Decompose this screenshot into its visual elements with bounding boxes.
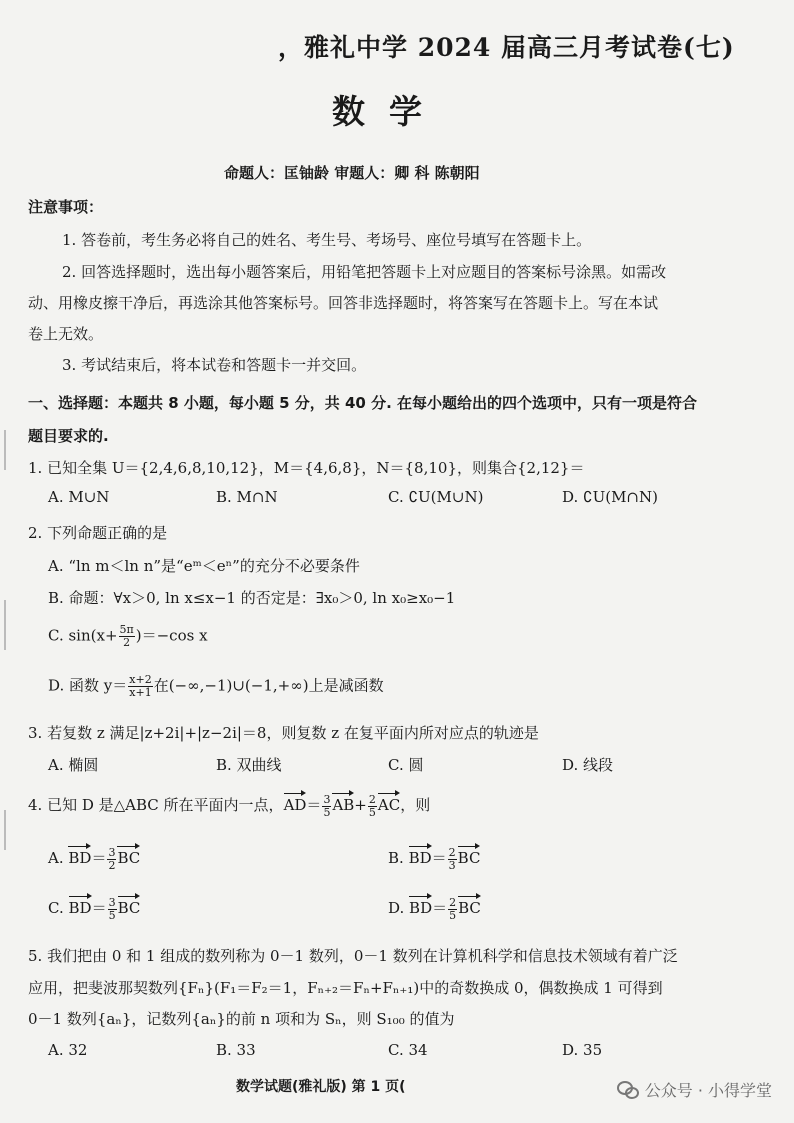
q1-option-c: C. ∁U(M∪N) bbox=[388, 488, 484, 506]
question-1-stem: 1. 已知全集 U＝{2,4,6,8,10,12}，M＝{4,6,8}，N＝{8,10}，则集合{2,12}＝ bbox=[28, 459, 585, 477]
scan-mark bbox=[4, 810, 6, 850]
question-5-line-1: 5. 我们把由 0 和 1 组成的数列称为 0－1 数列，0－1 数列在计算机科学和信息技术领域有着广泛 bbox=[28, 947, 678, 965]
fraction: $\frac{x+2}{x+1}$ bbox=[129, 673, 152, 699]
q3-option-d: D. 线段 bbox=[562, 756, 614, 774]
q4-option-b: B. BD＝ $\frac{2}{3}$ BC bbox=[388, 845, 481, 872]
note-item-3: 3. 考试结束后，将本试卷和答题卡一并交回。 bbox=[62, 356, 367, 374]
q5-option-b: B. 33 bbox=[216, 1041, 256, 1059]
page-footer: 数学试题(雅礼版) 第 1 页( bbox=[236, 1079, 406, 1095]
fraction: $\frac{5\pi}{2}$ bbox=[119, 623, 134, 649]
watermark-text: 公众号 · 小得学堂 bbox=[644, 1081, 772, 1100]
q4-option-d: D. BD＝ $\frac{2}{5}$ BC bbox=[388, 895, 481, 922]
q4-option-c: C. BD＝ $\frac{3}{5}$ BC bbox=[48, 895, 141, 922]
question-2-stem: 2. 下列命题正确的是 bbox=[28, 524, 168, 542]
watermark bbox=[617, 1078, 772, 1101]
q5-option-a: A. 32 bbox=[48, 1041, 88, 1059]
scan-mark bbox=[4, 430, 6, 470]
exam-title: ，雅礼中学 2024 届高三月考试卷(七) bbox=[278, 33, 735, 62]
q3-option-a: A. 椭圆 bbox=[48, 756, 99, 774]
question-4-stem: 4. 已知 D 是△ABC 所在平面内一点，AD＝ $\frac{3}{5}$ AB+ $\frac{2}{5}$ AC，则 bbox=[28, 792, 431, 819]
question-3-stem: 3. 若复数 z 满足|z+2i|+|z−2i|＝8，则复数 z 在复平面内所对应点的轨迹是 bbox=[28, 724, 539, 742]
q5-option-c: C. 34 bbox=[388, 1041, 428, 1059]
scan-mark bbox=[4, 600, 6, 650]
q2-option-d: D. 函数 y＝ $\frac{x+2}{x+1}$ 在(−∞,−1)∪(−1,+∞)上是减函数 bbox=[48, 673, 384, 699]
q2-option-b: B. 命题：∀x＞0, ln x≤x−1 的否定是：∃x₀＞0, ln x₀≥x₀−1 bbox=[48, 589, 456, 607]
q3-option-c: C. 圆 bbox=[388, 756, 424, 774]
q2-option-a: A. “ln m＜ln n”是“eᵐ＜eⁿ”的充分不必要条件 bbox=[48, 557, 360, 575]
subject-title: 数学 bbox=[332, 92, 446, 131]
note-item-2: 2. 回答选择题时，选出每小题答案后，用铅笔把答题卡上对应题目的答案标号涂黑。如需改 bbox=[62, 263, 667, 281]
section-heading: 一、选择题：本题共 8 小题，每小题 5 分，共 40 分. 在每小题给出的四个选项中，只有一项是符合 bbox=[28, 394, 698, 412]
q1-option-b: B. M∩N bbox=[216, 488, 278, 506]
q2-option-c: C. sin(x+ $\frac{5\pi}{2}$ )＝−cos x bbox=[48, 623, 208, 649]
section-heading-cont: 题目要求的. bbox=[28, 427, 109, 445]
q4-option-a: A. BD＝ $\frac{3}{2}$ BC bbox=[48, 845, 141, 872]
q1-option-d: D. ∁U(M∩N) bbox=[562, 488, 658, 506]
note-item-2-cont: 动、用橡皮擦干净后，再选涂其他答案标号。回答非选择题时，将答案写在答题卡上。写在本试 bbox=[28, 294, 659, 312]
wechat-icon bbox=[617, 1081, 639, 1099]
q3-option-b: B. 双曲线 bbox=[216, 756, 282, 774]
question-5-line-3: 0－1 数列{aₙ}，记数列{aₙ}的前 n 项和为 Sₙ，则 S₁₀₀ 的值为 bbox=[28, 1010, 455, 1028]
question-5-line-2: 应用，把斐波那契数列{Fₙ}(F₁＝F₂＝1，Fₙ₊₂＝Fₙ+Fₙ₊₁)中的奇数换成 0，偶数换成 1 可得到 bbox=[28, 979, 663, 997]
q5-option-d: D. 35 bbox=[562, 1041, 603, 1059]
notes-heading: 注意事项： bbox=[28, 198, 104, 216]
q1-option-a: A. M∪N bbox=[48, 488, 110, 506]
note-item-2-end: 卷上无效。 bbox=[28, 325, 104, 343]
authors-line: 命题人：匡铀龄 审题人：卿 科 陈朝阳 bbox=[224, 164, 480, 182]
note-item-1: 1. 答卷前，考生务必将自己的姓名、考生号、考场号、座位号填写在答题卡上。 bbox=[62, 231, 592, 249]
